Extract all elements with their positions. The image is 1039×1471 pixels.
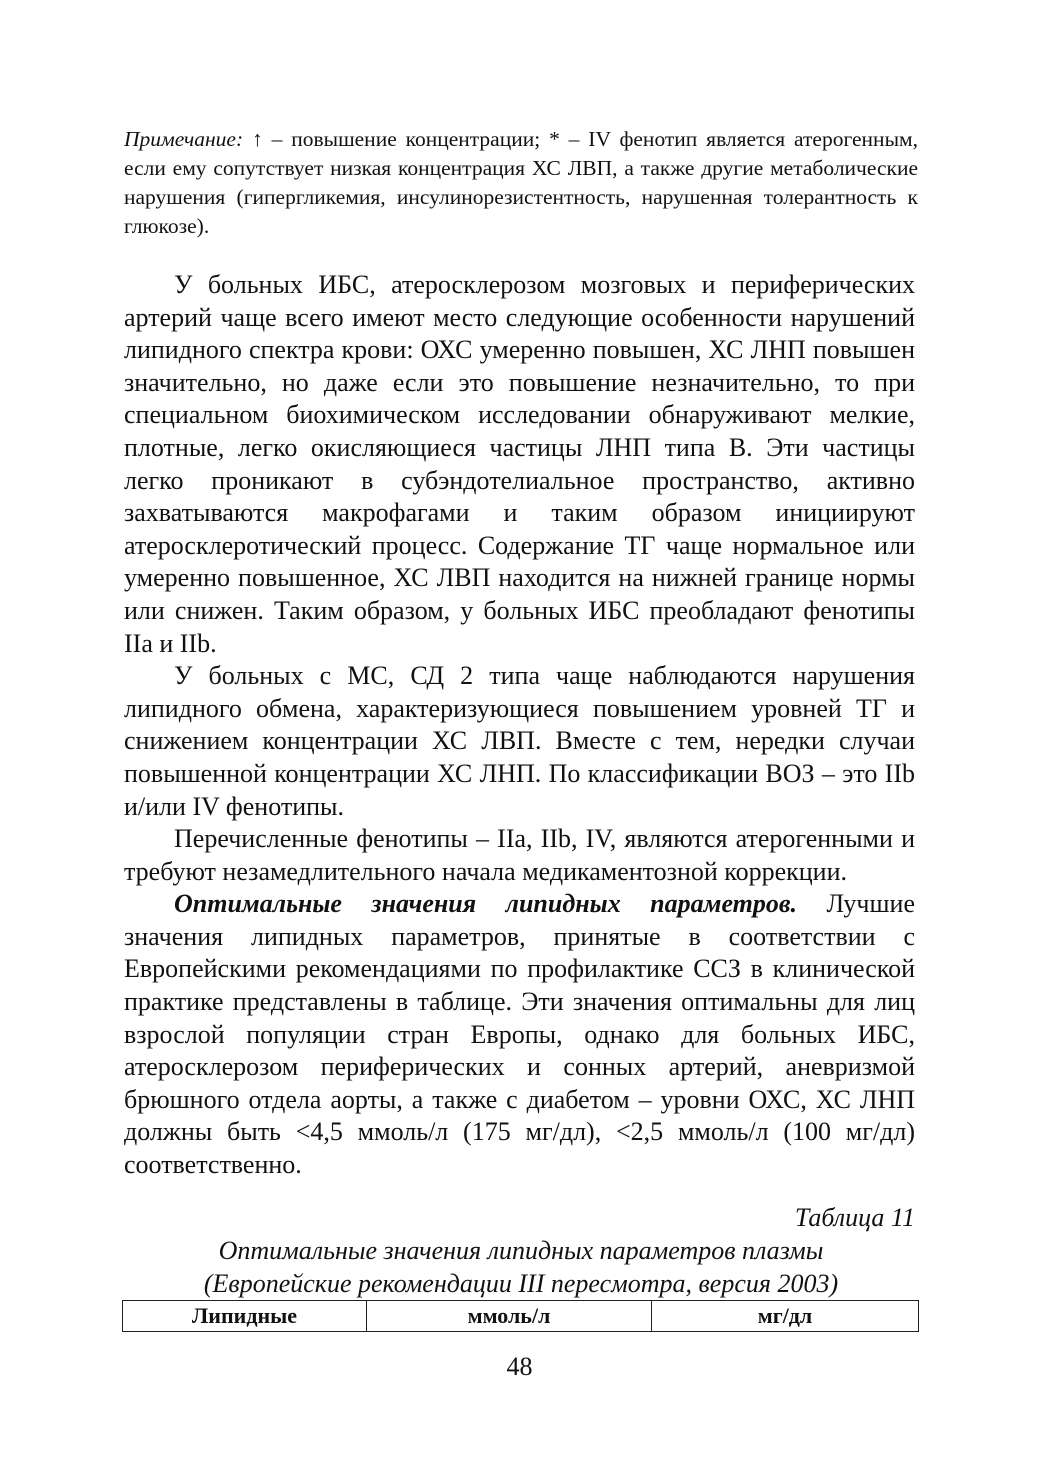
table-title-line: Оптимальные значения липидных параметров плазмы [218,1236,824,1265]
column-header-lipid: Липидные [123,1301,367,1332]
lipid-table [122,1300,919,1332]
paragraph-lead: Оптимальные значения липидных параметров. [174,889,797,919]
body-text [124,269,915,1182]
note-label: Примечание: [124,127,244,151]
page-number: 48 [506,1352,533,1381]
paragraph: У больных ИБС, атеросклерозом мозговых и периферических артерий чаще всего имеют место следующие особенности нарушений липидного спектра крови: ОХС умеренно повышен, ХС ЛНП повышен значительно, но даже если это повышение незначительно, то при специальном биохимическом исследовании обнаруживают мелкие, плотные, легко окисляющиеся частицы ЛНП типа В. Эти частицы легко проникают в субэндотелиальное пространство, активно захватываются макрофагами и таким образом инициируют атеросклеротический процесс. Содержание ТГ чаще нормальное или умеренно повышенное, ХС ЛВП находится на нижней границе нормы или снижен. Таким образом, у больных ИБС преобладают фенотипы IIa и IIb. [124,270,915,658]
paragraph: Перечисленные фенотипы – IIa, IIb, IV, являются атерогенными и требуют незамедлительного начала медикаментозной коррекции. [124,824,915,886]
table-title-line: (Европейские рекомендации III пересмотра, версия 2003) [203,1268,839,1298]
table-note [124,125,918,241]
paragraph-optimal-values [124,888,915,1181]
note-text: ↑ – повышение концентрации; * – IV фенотип является атерогенным, если ему сопутствует низкая концентрация ХС ЛВП, а также другие метаболические нарушения (гипергликемия, инсулинорезистентность, нарушенная толерантность к глюкозе). [124,127,918,238]
table-number: Таблица 11 [794,1203,915,1232]
paragraph-text: Лучшие значения липидных параметров, принятые в соответствии с Европейскими рекомендациями по профилактике ССЗ в клинической практике представлены в таблице. Эти значения оптимальны для лиц взрослой популяции стран Европы, однако для больных ИБС, атеросклерозом периферических и сонных артерий, аневризмой брюшного отдела аорты, а также с диабетом – уровни ОХС, ХС ЛНП должны быть <4,5 ммоль/л (175 мг/дл), <2,5 ммоль/л (100 мг/дл) соответственно. [124,889,915,1180]
table-header-row [123,1301,919,1332]
table-title [124,1235,918,1300]
column-header-mmol: ммоль/л [367,1301,652,1332]
column-header-mgdl: мг/дл [652,1301,919,1332]
paragraph: У больных с МС, СД 2 типа чаще наблюдаются нарушения липидного обмена, характеризующиеся повышением уровней ТГ и снижением концентрации ХС ЛВП. Вместе с тем, нередки случаи повышенной концентрации ХС ЛНП. По классификации ВОЗ – это IIb и/или IV фенотипы. [124,661,915,821]
